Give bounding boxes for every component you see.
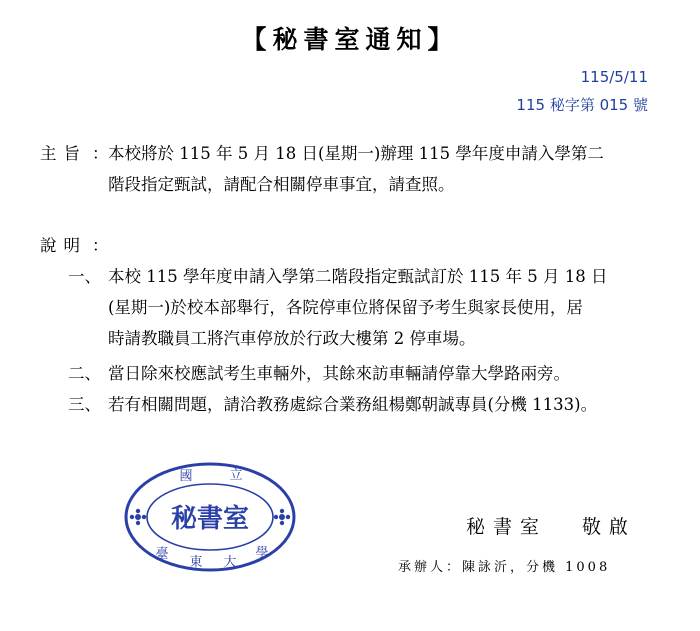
seal-char: 立 [229,468,243,483]
item-line: 時請教職員工將汽車停放於行政大樓第 2 停車場。 [108,329,476,348]
seal-char: 大 [223,555,237,570]
seal-char: 學 [255,546,269,561]
explain-label: 說明 [40,236,87,255]
subject-line: 本校將於 115 年 5 月 18 日(星期一)辦理 115 學年度申請入學第二 [108,144,604,163]
seal-char: 臺 [155,547,169,562]
handler-info: 承辦人：陳詠沂，分機 1008 [398,560,611,575]
university-seal [122,460,298,574]
seal-ornament-left [130,509,146,525]
subject-label: 主旨 [40,144,87,163]
seal-ornament-right [274,509,290,525]
item-line: 本校 115 學年度申請入學第二階段指定甄試訂於 115 年 5 月 18 日 [108,267,608,286]
document-date: 115/5/11 [580,68,648,86]
notice-title: 【秘書室通知】 [241,25,459,54]
respect-closing: 敬啟 [582,516,637,538]
seal-char: 國 [179,469,193,484]
item-line: 當日除來校應試考生車輛外，其餘來訪車輛請停靠大學路兩旁。 [108,364,570,383]
signature: 秘書室 [466,516,548,538]
subject-colon: ： [92,144,109,163]
item-number: 三、 [68,395,101,414]
subject-line: 階段指定甄試，請配合相關停車事宜，請查照。 [108,175,455,194]
seal-char: 東 [189,555,203,570]
document-number: 115 秘字第 015 號 [516,96,648,114]
item-number: 二、 [68,364,101,383]
item-number: 一、 [68,267,101,286]
item-line: (星期一)於校本部舉行，各院停車位將保留予考生與家長使用，居 [108,298,583,317]
explain-colon: ： [92,236,109,255]
seal-center-text: 秘書室 [170,504,250,534]
item-line: 若有相關問題，請洽教務處綜合業務組楊鄭朝誠專員(分機 1133)。 [108,395,598,414]
